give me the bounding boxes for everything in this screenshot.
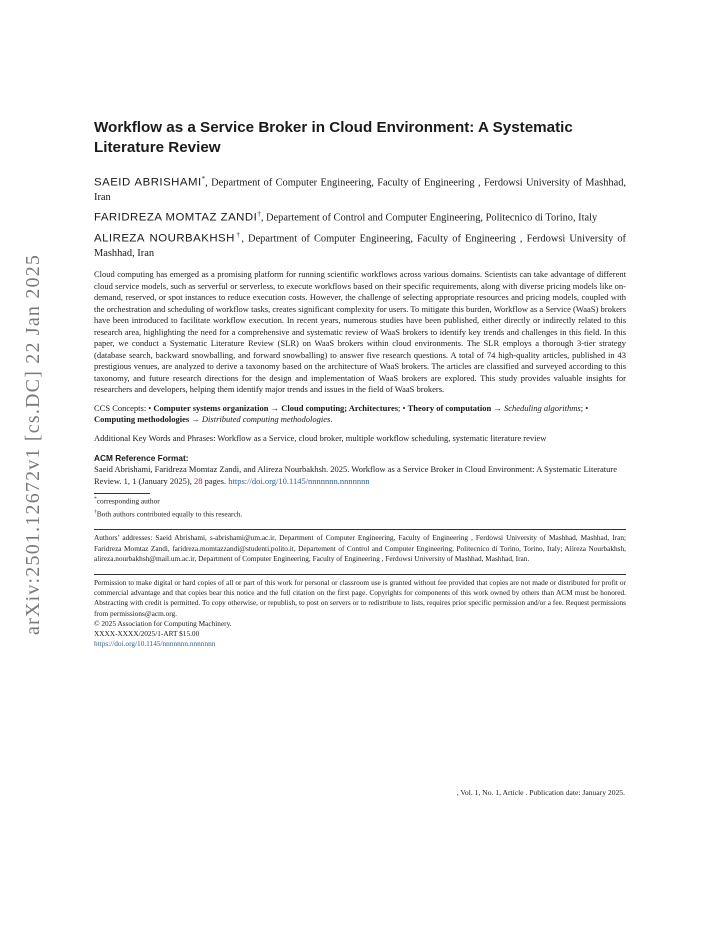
author-2 — [94, 207, 626, 225]
ccs-lead: CCS Concepts: • — [94, 402, 154, 413]
page-footer: , Vol. 1, No. 1, Article . Publication date: January 2025. — [456, 788, 625, 797]
addresses-rule — [94, 529, 626, 530]
footnote-text: Both authors contributed equally to this research. — [96, 509, 243, 519]
author-mark: * — [201, 175, 206, 183]
paper-title: Workflow as a Service Broker in Cloud Environment: A Systematic Literature Review — [94, 119, 573, 156]
ccs-concept: Cloud computing; Architectures — [281, 402, 399, 413]
permission-rule — [94, 574, 626, 575]
paper-first-page — [94, 118, 626, 649]
author-name: SAEID ABRISHAMI — [94, 176, 202, 189]
author-mark: † — [234, 230, 242, 239]
page-count-link[interactable]: 28 — [194, 475, 203, 486]
footnote-mark: * — [94, 496, 97, 503]
arxiv-identifier: arXiv:2501.12672v1 [cs.DC] 22 Jan 2025 — [22, 253, 44, 635]
ccs-end: . — [330, 414, 333, 425]
author-affiliation: , Department of Computer Engineering, Faculty of Engineering , Ferdowsi University of Mashhad, Iran — [94, 233, 626, 260]
author-name: FARIDREZA MOMTAZ ZANDI — [94, 211, 258, 224]
ccs-arrow: → — [268, 402, 282, 413]
doi-link-footer[interactable]: https://doi.org/10.1145/nnnnnnn.nnnnnnn — [94, 639, 216, 649]
keywords: Additional Key Words and Phrases: Workflow as a Service, cloud broker, multiple workflow scheduling, systematic literature review — [94, 432, 547, 443]
footnote-equal-contribution — [94, 507, 626, 520]
acm-reference-heading: ACM Reference Format: — [94, 453, 189, 464]
ccs-concept: Distributed computing methodologies — [201, 414, 331, 425]
author-name: ALIREZA NOURBAKHSH — [94, 232, 235, 245]
copyright-line: © 2025 Association for Computing Machinery. — [94, 618, 232, 628]
acm-reference-pages-suffix: pages. — [202, 475, 229, 486]
author-affiliation: , Departement of Control and Computer Engineering, Politecnico di Torino, Italy — [260, 212, 598, 224]
author-affiliation: , Department of Computer Engineering, Faculty of Engineering , Ferdowsi University of Mashhad, Iran — [94, 177, 626, 204]
ccs-concepts — [94, 403, 626, 426]
footnote-mark: † — [94, 509, 97, 516]
acm-reference — [94, 464, 626, 487]
ccs-arrow: → — [189, 414, 202, 425]
ccs-concept: Scheduling algorithms — [503, 402, 581, 413]
abstract: Cloud computing has emerged as a promising platform for running scientific workflows across various domains. Scientists can take advantage of different cloud service models, such as serverful or serverless, to execute workflows based on their specific requirements, along with diverse pricing models like on-demand, reserved, or spot instances to reduce execution costs. However, the challenge of selecting appropriate resources and pricing models, coupled with the orchestration and scheduling of workflow tasks, creates significant complexity for users. To mitigate this burden, Workflow as a Service (WaaS) brokers have been introduced to facilitate workflow execution. In recent years, numerous studies have been published, either directly or indirectly related to this research area, highlighting the need for a comprehensive and systematic review of WaaS brokers to identify key trends and challenges in this field. In this paper, we conduct a Systematic Literature Review (SLR) on WaaS brokers within cloud environments. The SLR employs a thorough 3-tier strategy (database search, backward snowballing, and forward snowballing) to answer five research questions. A total of 74 high-quality articles, published in 43 prestigious venues, are analyzed to derive a taxonomy based on the architecture of WaaS brokers. The articles are classified and surveyed according to this taxonomy, and future research directions for the design and implementation of WaaS brokers are explored. This study provides valuable insights for researchers and developers, helping them identify major trends and issues in the field of WaaS brokers. — [94, 269, 626, 395]
author-mark: † — [257, 210, 261, 219]
ccs-sep: ; • — [398, 402, 408, 413]
doi-link[interactable]: https://doi.org/10.1145/nnnnnnn.nnnnnnn — [228, 475, 370, 486]
acm-reference-text: Saeid Abrishami, Faridreza Momtaz Zandi, and Alireza Nourbakhsh. 2025. Workflow as a Service Broker in Cloud Environment: A Systematic Literature Review. 1, 1 (January 2025), — [94, 464, 617, 486]
author-3 — [94, 228, 626, 261]
ccs-concept: Theory of computation — [407, 402, 492, 413]
footnote-corresponding — [94, 494, 626, 507]
footnote-text: corresponding author — [96, 496, 160, 506]
permission-notice: Permission to make digital or hard copies of all or part of this work for personal or classroom use is granted without fee provided that copies are not made or distributed for profit or commercial advantage and that copies bear this notice and the full citation on the first page. Copyrights for components of this work owned by others than ACM must be honored. Abstracting with credit is permitted. To copy otherwise, or republish, to post on servers or to redistribute to lists, requires prior specific permission and/or a fee. Request permissions from permissions@acm.org. — [94, 577, 626, 618]
ccs-concept: Computer systems organization — [153, 402, 269, 413]
author-1 — [94, 172, 626, 205]
ccs-sep: ; • — [580, 402, 589, 413]
issn-line: XXXX-XXXX/2025/1-ART $15.00 — [94, 628, 200, 638]
ccs-arrow: → — [491, 402, 504, 413]
ccs-concept: Computing methodologies — [94, 414, 190, 425]
author-addresses: Authors’ addresses: Saeid Abrishami, s-abrishami@um.ac.ir, Department of Computer Engineering, Faculty of Engineering , Ferdowsi University of Mashhad, Mashhad, Iran; Faridreza Momtaz Zandi, faridreza.momtazzandi@studenti.polito.it, Departement of Control and Computer Engineering, Politecnico di Torino, Torino, Italy; Alireza Nourbakhsh, alireza.nourbakhsh@mail.um.ac.ir, Department of Computer Engineering, Faculty of Engineering , Ferdowsi University of Mashhad, Mashhad, Iran. — [94, 533, 626, 563]
